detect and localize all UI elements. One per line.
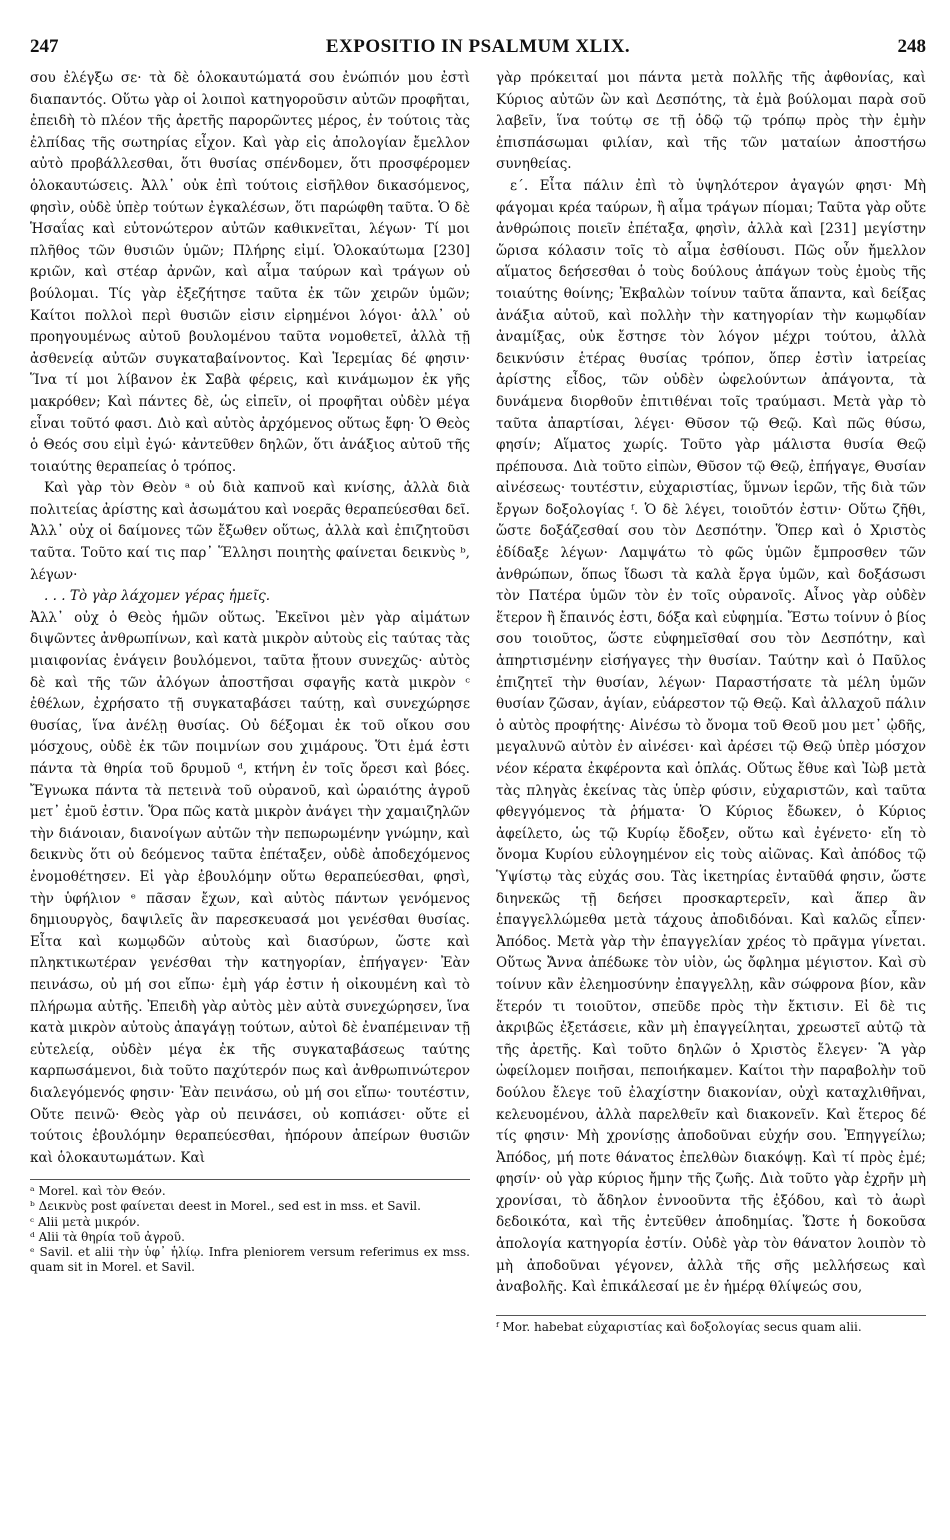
- left-page-number: 247: [30, 36, 59, 57]
- page-title: EXPOSITIO IN PSALMUM XLIX.: [325, 36, 631, 57]
- footnote-f: ᶠ Mor. habebat εὐχαριστίας καὶ δοξολογίας secus quam alii.: [496, 1319, 862, 1334]
- footnote-b: ᵇ Δεικνὺς post φαίνεται deest in Morel., sed est in mss. et Savil.: [30, 1199, 421, 1214]
- poetic-verse: . . . Τὸ γὰρ λάχομεν γέρας ἡμεῖς.: [44, 588, 271, 605]
- footnote-e: ᵉ Savil. et alii τὴν ὑφ᾽ ἡλίῳ. Infra pleniorem versum referimus ex mss. quam sit in Morel. et Savil.: [30, 1245, 470, 1275]
- footnote-c: ᶜ Alii μετὰ μικρόν.: [30, 1214, 140, 1229]
- right-footnotes: [496, 1315, 926, 1335]
- footnote-a: ᵃ Morel. καὶ τὸν Θεόν.: [30, 1184, 166, 1199]
- left-paragraph-3: Ἀλλ᾽ οὐχ ὁ Θεὸς ἡμῶν οὕτως. Ἐκεῖνοι μὲν γὰρ αἱμάτων διψῶντες ἀνθρωπίνων, καὶ κατὰ μικρὸν αὐτοὺς εἰς ταύτας τὰς μιαιφονίας ἐνάγειν βουλόμενοι, ταῦτα ᾔτουν συνεχῶς· αὐτὸς δὲ καὶ τῆς τῶν ἀλόγων ἀποστῆσαι σφαγῆς κατὰ μικρὸν ᶜ ἐθέλων, ἐχρήσατο τῇ συγκαταβάσει ταύτῃ, καὶ συνεχώρησε θυσίας, ἵνα ἀνέλῃ θυσίας. Οὐ δέξομαι ἐκ τοῦ οἴκου σου μόσχους, οὐδὲ ἐκ τῶν ποιμνίων σου χιμάρους. Ὅτι ἐμά ἐστι πάντα τὰ θηρία τοῦ δρυμοῦ ᵈ, κτήνη ἐν τοῖς ὄρεσι καὶ βόες. Ἔγνωκα πάντα τὰ πετεινὰ τοῦ οὐρανοῦ, καὶ ὡραιότης ἀγροῦ μετ᾽ ἐμοῦ ἐστιν. Ὅρα πῶς κατὰ μικρὸν ἀνάγει τὴν χαμαιζηλῶν τὴν διάνοιαν, διανοίγων αὐτῶν τὴν πεπωρωμένην γνώμην, καὶ δεικνὺς ὅτι οὐ δεόμενος ταῦτα ἐπέταξεν, οὐδὲ ἀποδεχόμενος ἐνομοθέτησεν. Εἰ γὰρ ἐβουλόμην οὕτω θεραπεύεσθαι, φησὶ, τὴν ὑφήλιον ᵉ πᾶσαν ἔχων, καὶ αὐτὸς πάντων γενόμενος δημιουργὸς, δαψιλεῖς ἂν παρεσκευασά μοι γενέσθαι θυσίας. Εἶτα καὶ κωμῳδῶν αὐτοὺς καὶ διασύρων, ὥστε καὶ πληκτικωτέραν γενέσθαι τὴν κατηγορίαν, ἐπήγαγεν· Ἐὰν πεινάσω, οὐ μή σοι εἴπω· ἐμὴ γάρ ἐστιν ἡ οἰκουμένη καὶ τὸ πλήρωμα αὐτῆς. Ἐπειδὴ γὰρ αὐτὸς μὲν αὐτὰ συνεχώρησεν, ἵνα κατὰ μικρὸν αὐτοὺς ἀπαγάγῃ τούτων, αὐτοὶ δὲ ἐναπέμειναν τῇ εὐτελείᾳ, οὐδὲν μέγα ἐκ τῆς συγκαταβάσεως ταύτης καρπωσάμενοι, διὰ τοῦτο παχύτερόν πως καὶ ἀνθρωπινώτερον διαλεγόμενός φησιν· Ἐὰν πεινάσω, οὐ μή σοι εἴπω· τουτέστιν, Οὔτε πεινῶ· Θεὸς γὰρ οὐ πεινάσει, οὐ κοπιάσει· οὔτε εἰ τούτοις ἐβουλόμην θεραπεύεσθαι, ἠπόρουν ἀπείρων θυσιῶν καὶ ὁλοκαυτωμάτων. Καὶ: [30, 609, 470, 1166]
- right-column: [496, 68, 926, 1335]
- running-head: [30, 36, 926, 60]
- right-paragraph-1: γὰρ πρόκειταί μοι πάντα μετὰ πολλῆς τῆς ἀφθονίας, καὶ Κύριος αὐτῶν ὢν καὶ Δεσπότης, τὰ ἐμὰ βούλομαι παρὰ σοῦ λαβεῖν, ἵνα τούτῳ σε τῇ ὁδῷ τῷ τρόπῳ πρὸς τὴν ἐμὴν ἐπισπάσωμαι φιλίαν, καὶ τῆς τῶν ματαίων ἀποστήσω συνηθείας.: [496, 70, 926, 173]
- left-footnotes: [30, 1179, 470, 1275]
- footnote-d: ᵈ Alii τὰ θηρία τοῦ ἀγροῦ.: [30, 1229, 185, 1244]
- left-paragraph-2: Καὶ γὰρ τὸν Θεὸν ᵃ οὐ διὰ καπνοῦ καὶ κνίσης, ἀλλὰ διὰ πολιτείας ἀρίστης καὶ ἀσωμάτου καὶ νοερᾶς θεραπεύεσθαι δεῖ. Ἀλλ᾽ οὐχ οἱ δαίμονες τῶν ἔξωθεν οὕτως, ἀλλὰ καὶ ἐπιζητοῦσι ταῦτα. Τοῦτο καί τις παρ᾽ Ἕλλησι ποιητὴς φαίνεται δεικνὺς ᵇ, λέγων·: [30, 480, 470, 583]
- right-page-number: 248: [897, 36, 926, 57]
- right-paragraph-2: ε´. Εἶτα πάλιν ἐπὶ τὸ ὑψηλότερον ἀγαγών φησι· Μὴ φάγομαι κρέα ταύρων, ἢ αἷμα τράγων πίομαι; Ταῦτα γὰρ οὔτε ἀνθρώποις ποιεῖν ἐπέταξα, φησὶν, ἀλλὰ καὶ [231] μεγίστην ὥρισα κόλασιν τοῖς τὸ αἷμα ἐσθίουσι. Πῶς οὖν ἤμελλον αἵματος δεήσεσθαι ὁ τοὺς δούλους ἀπάγων τοὺς ἐμοὺς τῆς τοιαύτης θοίνης; Ἐκβαλὼν τοίνυν ταῦτα ἅπαντα, καὶ δείξας ἀνάξια αὐτοῦ, καὶ πολλὴν τὴν κατηγορίαν τὴν κωμῳδίαν ἀναμίξας, οὐκ ἔστησε τὸν λόγον μέχρι τούτου, ἀλλὰ δεικνύσιν ἑτέρας θυσίας τρόπον, ὅπερ ἐστὶν ἰατρείας ἀρίστης εἶδος, τῶν οὐδὲν ὠφελούντων ἀπάγοντα, τὰ δυνάμενα διορθοῦν ἐπιτιθέναι τοῖς τραύμασι. Μετὰ γὰρ τὸ ταῦτα ἀπαρτίσαι, λέγει· Θῦσον τῷ Θεῷ. Καὶ πῶς θύσω, φησίν; Αἵματος χωρίς. Τοῦτο γὰρ μάλιστα θυσία Θεῷ πρέπουσα. Διὰ τοῦτο εἰπὼν, Θῦσον τῷ Θεῷ, ἐπήγαγε, Θυσίαν αἰνέσεως· τουτέστιν, εὐχαριστίας, ὕμνων ἱερῶν, τῆς διὰ τῶν ἔργων δοξολογίας ᶠ. Ὁ δὲ λέγει, τοιοῦτόν ἐστιν· Οὕτω ζῆθι, ὥστε δοξάζεσθαί σου τὸν Δεσπότην. Ὅπερ καὶ ὁ Χριστὸς ἐδίδαξε λέγων· Λαμψάτω τὸ φῶς ὑμῶν ἔμπροσθεν τῶν ἀνθρώπων, ὅπως ἴδωσι τὰ καλὰ ἔργα ὑμῶν, καὶ δοξάσωσι τὸν Πατέρα ὑμῶν τὸν ἐν τοῖς οὐρανοῖς. Αἶνος γὰρ οὐδὲν ἕτερον ἢ ἔπαινός ἐστι, δόξα καὶ εὐφημία. Ἔστω τοίνυν ὁ βίος σου τοιοῦτος, ὥστε εὐφημεῖσθαί σου τὸν Δεσπότην, καὶ ἀπηρτισμένην εἰσήγαγες τὴν θυσίαν. Ταύτην καὶ ὁ Παῦλος ἐπιζητεῖ τὴν θυσίαν, λέγων· Παραστήσατε τὰ μέλη ὑμῶν θυσίαν ζῶσαν, ἁγίαν, εὐάρεστον τῷ Θεῷ. Καὶ ἀλλαχοῦ πάλιν ὁ αὐτὸς προφήτης· Αἰνέσω τὸ ὄνομα τοῦ Θεοῦ μου μετ᾽ ᾠδῆς, μεγαλυνῶ αὐτὸν ἐν αἰνέσει· καὶ ἀρέσει τῷ Θεῷ ὑπὲρ μόσχον νέον κέρατα ἐκφέροντα καὶ ὁπλάς. Οὕτως ἔθυε καὶ Ἰὼβ μετὰ τὰς πληγὰς ἐκείνας τὰς ὑπὲρ φύσιν, εὐχαριστῶν, καὶ ταῦτα φθεγγόμενος τὰ ῥήματα· Ὁ Κύριος ἔδωκεν, ὁ Κύριος ἀφείλετο, ὡς τῷ Κυρίῳ ἔδοξεν, οὕτω καὶ ἐγένετο· εἴη τὸ ὄνομα Κυρίου εὐλογημένον εἰς τοὺς αἰῶνας. Καὶ ἀπόδος τῷ Ὑψίστῳ τὰς εὐχάς σου. Τὰς ἱκετηρίας ἐνταῦθά φησιν, ὥστε διηνεκῶς τῇ δεήσει προσκαρτερεῖν, καὶ ἅπερ ἂν ἐπαγγελλώμεθα μετὰ τάχους ἀποδιδόναι. Καὶ καλῶς εἶπεν· Ἀπόδος. Μετὰ γὰρ τὴν ἐπαγγελίαν χρέος τὸ πρᾶγμα γίνεται. Οὕτως Ἄννα ἀπέδωκε τὸν υἱὸν, ὡς ὄφλημα μέγιστον. Καὶ σὺ τοίνυν κἂν ἐλεημοσύνην ἐπαγγελλῃ, κἂν σώφρονα βίον, κἂν ἕτερόν τι τοιοῦτον, σπεῦδε πρὸς τὴν ἔκτισιν. Εἰ δὲ τις ἀκριβῶς ἐξετάσειε, κἂν μὴ ἐπαγγείληται, χρεωστεῖ αὐτῷ τὰ τῆς ἀρετῆς. Καὶ τοῦτο δηλῶν ὁ Χριστὸς ἔλεγεν· Ἃ γὰρ ὠφείλομεν ποιῆσαι, πεποιήκαμεν. Καίτοι τὴν παραβολὴν τοῦ δούλου ἔλεγε τοῦ ἐλαχίστην διακονίαν, οὐχὶ καταχλιθῆναι, κελευομένου, ἀλλὰ παρελθεῖν καὶ διακονεῖν. Καὶ ἕτερος δέ τίς φησιν· Μὴ χρονίσῃς ἀποδοῦναι εὐχήν σου. Ἐπηγγείλω; Ἀπόδος, μή ποτε θάνατος ἐπελθὼν διακόψῃ. Καὶ τί πρὸς ἐμέ; φησίν· οὐ γὰρ κύριος ἤμην τῆς ζωῆς. Διὰ τοῦτο γὰρ ἐχρῆν μὴ χρονίσαι, τὸ ἄδηλον ἐννοοῦντα τῆς ἐξόδου, καὶ τὸ ἀωρὶ δεδοικότα, καὶ τῆς ἐντεῦθεν ἀποδημίας. Ὥστε ἡ δοκοῦσα ἀπολογία κατηγορία ἐστίν. Οὐδὲ γὰρ τὸν θάνατον λοιπὸν τὸ μὴ ἀποδοῦναι γέγονεν, ἀλλὰ τῆς σῆς μελλήσεως καὶ ἀναβολῆς. Καὶ ἐπικάλεσαί με ἐν ἡμέρᾳ θλίψεώς σου,: [496, 177, 926, 1296]
- left-paragraph-1: σου ἐλέγξω σε· τὰ δὲ ὁλοκαυτώματά σου ἐνώπιόν μου ἐστὶ διαπαντός. Οὕτω γὰρ οἱ λοιποὶ κατηγοροῦσιν αὐτῶν προφῆται, ἐπειδὴ τὸ πλέον τῆς ἀρετῆς παρορῶντες μέρος, ἐν τούτοις τὰς ἐλπίδας τῆς σωτηρίας εἶχον. Καὶ γὰρ εἰς ἀπολογίαν ἔμελλον αὐτὸ προβάλλεσθαι, ὅτι θυσίας σπένδομεν, ὅτι προσφέρομεν ὁλοκαυτώσεις. Ἀλλ᾽ οὐκ ἐπὶ τούτοις εἰσῆλθον δικασόμενος, φησὶν, οὐδὲ ὑπὲρ τούτων ἐγκαλέσων, ὅτι παρώφθη ταῦτα. Ὁ δὲ Ἡσαΐας καὶ εὐτονώτερον αὐτῶν καθικνεῖται, λέγων· Τί μοι πλῆθος τῶν θυσιῶν ὑμῶν; Πλήρης εἰμί. Ὁλοκαύτωμα [230] κριῶν, καὶ στέαρ ἀρνῶν, καὶ αἷμα ταύρων καὶ τράγων οὐ βούλομαι. Τίς γὰρ ἐξεζήτησε ταῦτα ἐκ τῶν χειρῶν ὑμῶν; Καίτοι πολλοὶ περὶ θυσιῶν εἰσιν εἰρημένοι λόγοι· ἀλλ᾽ οὐ προηγουμένως αὐτοῦ βουλομένου ταῦτα νομοθετεῖ, ἀλλὰ τῇ ἀσθενείᾳ αὐτῶν συγκαταβαίνοντος. Καὶ Ἱερεμίας δέ φησιν· Ἵνα τί μοι λίβανον ἐκ Σαβὰ φέρεις, καὶ κινάμωμον ἐκ γῆς μακρόθεν; Καὶ πάντες δὲ, ὡς εἰπεῖν, οἱ προφῆται οὐδὲν μέγα εἶναι τοῦτό φασι. Διὸ καὶ αὐτὸς ἀρχόμενος οὕτως ἔφη· Ὁ Θεὸς ὁ Θεός σου εἰμὶ ἐγώ· κἀντεῦθεν δηλῶν, ὅτι ἀνάξιος αὐτοῦ τῆς τοιαύτης θεραπείας ὁ τρόπος.: [30, 70, 470, 475]
- left-column: [30, 68, 470, 1276]
